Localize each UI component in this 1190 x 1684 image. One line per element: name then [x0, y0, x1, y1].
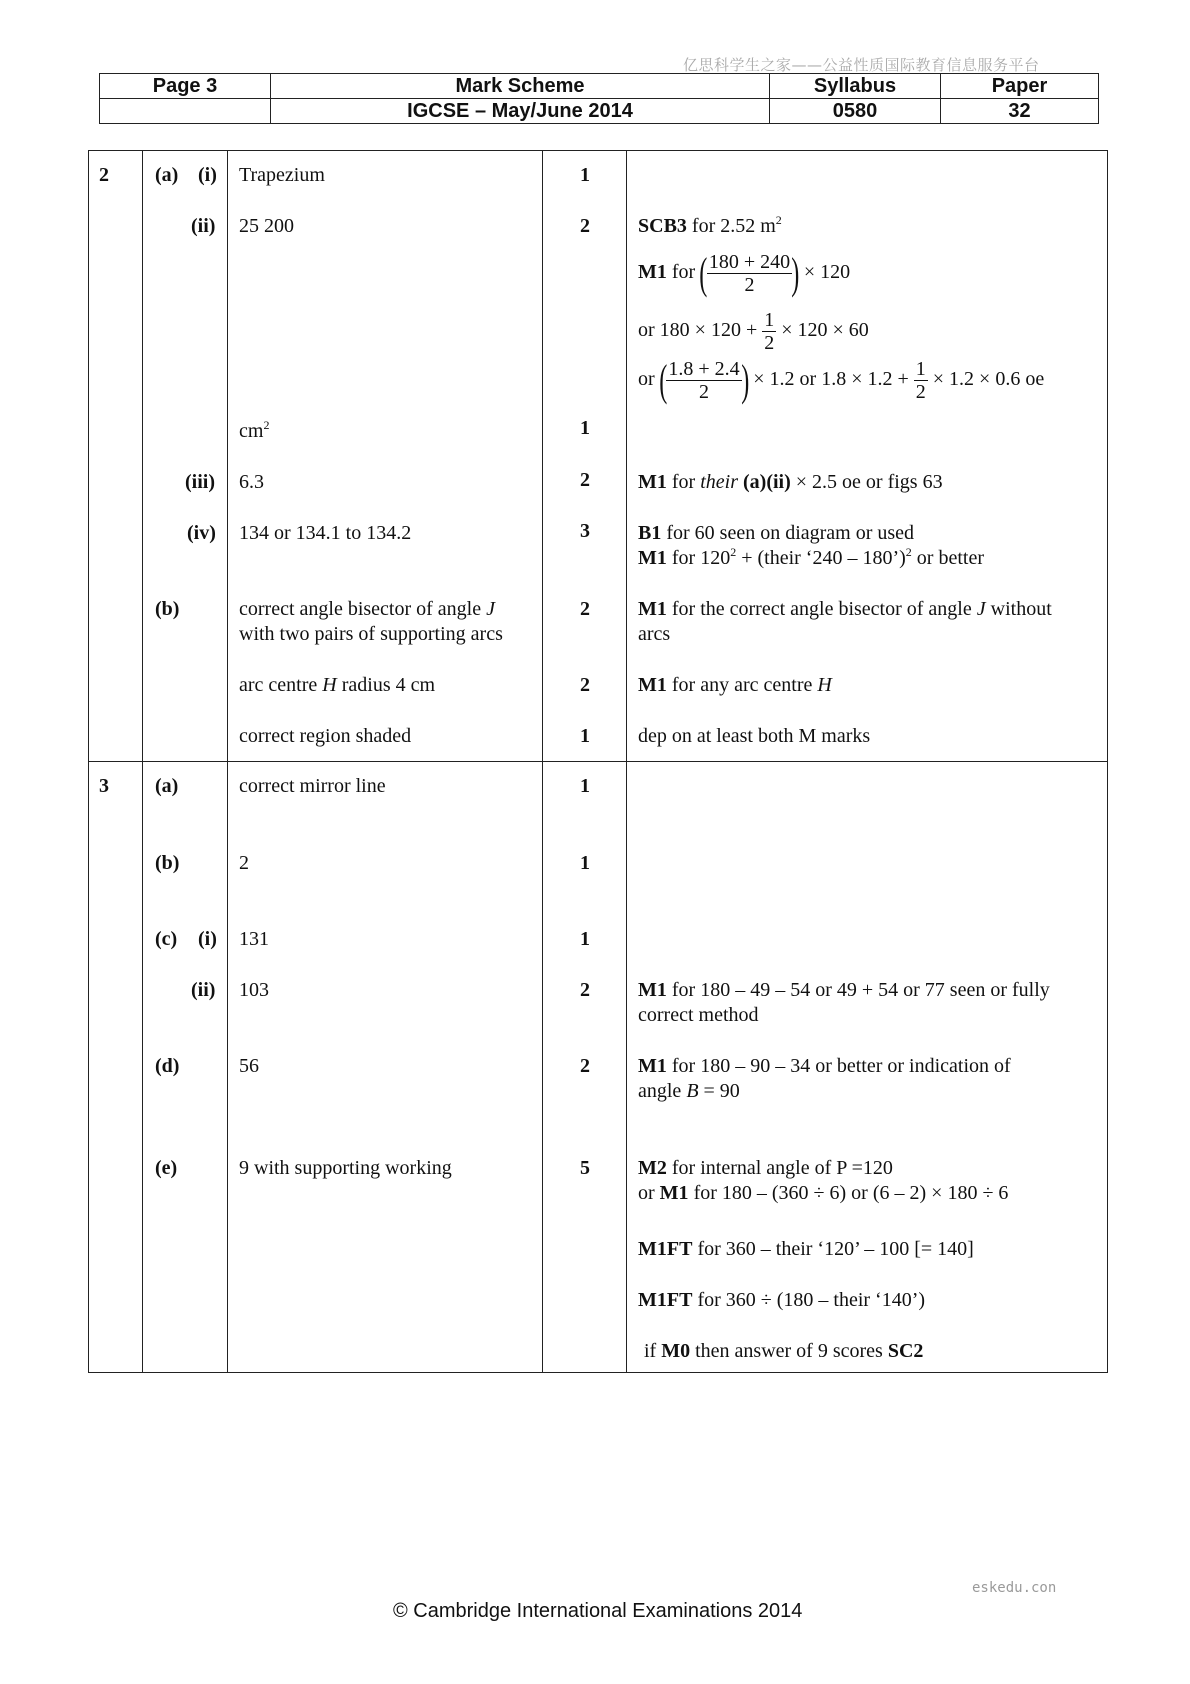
q2-aii-answer: 25 200: [239, 215, 294, 237]
q2-b1-answer: correct angle bisector of angle J: [239, 598, 495, 620]
q3-cii-label: (ii): [191, 979, 216, 1001]
q2-ai-mark: 1: [580, 164, 590, 186]
q2-aiv-answer: 134 or 134.1 to 134.2: [239, 522, 412, 544]
header-syllabus-label: Syllabus: [770, 74, 941, 99]
q2-b1-answer-line2: with two pairs of supporting arcs: [239, 623, 503, 645]
q3-a-answer: correct mirror line: [239, 775, 386, 797]
q2-ai-label: (i): [198, 164, 217, 186]
q2-aii-special-case: SCB3 for 2.52 $m^2$: [638, 213, 782, 237]
q3-d-mark: 2: [580, 1055, 590, 1077]
q2-b1-method-line2: arcs: [638, 623, 671, 645]
watermark-top: 亿思科学生之家——公益性质国际教育信息服务平台: [683, 56, 1040, 74]
q3-e-m1: or M1 for 180 – (360 ÷ 6) or (6 – 2) × 180 ÷ 6: [638, 1182, 1009, 1204]
q3-part-e-label: (e): [155, 1157, 178, 1179]
q2-unit-answer: $cm^2$: [239, 418, 270, 442]
q2-aiv-label: (iv): [187, 522, 216, 544]
q2-b2-method: M1 for any arc centre H: [638, 674, 832, 696]
q2-aii-method-2: or 180 × 120 + $\frac{1}{2}$ × 120 × 60: [638, 309, 869, 354]
q3-e-m2: M2 for internal angle of P =120: [638, 1157, 893, 1179]
q3-d-method: M1 for 180 – 90 – 34 or better or indication of: [638, 1055, 1011, 1077]
q3-cii-method-line2: correct method: [638, 1004, 759, 1026]
q3-e-answer: 9 with supporting working: [239, 1157, 452, 1179]
q2-part-b-label: (b): [155, 598, 180, 620]
q2-ai-answer: Trapezium: [239, 164, 325, 186]
q3-cii-mark: 2: [580, 979, 590, 1001]
q2-aiii-method: M1 for their (a)(ii) × 2.5 oe or figs 63: [638, 471, 943, 493]
q2-aiii-mark: 2: [580, 469, 590, 491]
q2-aiii-label: (iii): [185, 471, 215, 493]
q3-d-method-line2: angle B = 90: [638, 1080, 740, 1102]
q2-b3-answer: correct region shaded: [239, 725, 412, 747]
q2-aiv-mark: 3: [580, 520, 590, 542]
q2-b1-method: M1 for the correct angle bisector of angle J without: [638, 598, 1052, 620]
q3-ci-label: (i): [198, 928, 217, 950]
q3-e-m1ft-2: M1FT for 360 ÷ (180 – their ‘140’): [638, 1289, 926, 1311]
q3-e-special-case: if M0 then answer of 9 scores SC2: [644, 1340, 924, 1362]
q2-part-a-label: (a): [155, 164, 179, 186]
q3-b-answer: 2: [239, 852, 249, 874]
q2-aii-label: (ii): [191, 215, 216, 237]
q2-aii-method-1: M1 for ( $\frac{180 + 240}{2}$ ) × 120: [638, 248, 851, 298]
q3-number: 3: [99, 775, 109, 797]
q2-aiii-answer: 6.3: [239, 471, 264, 493]
q3-cii-method: M1 for 180 – 49 – 54 or 49 + 54 or 77 seen or fully: [638, 979, 1050, 1001]
q3-part-a-label: (a): [155, 775, 179, 797]
row-divider-q3: [88, 761, 1108, 762]
q3-part-d-label: (d): [155, 1055, 180, 1077]
q3-e-m1ft-1: M1FT for 360 – their ‘120’ – 100 [= 140]: [638, 1238, 974, 1260]
q2-unit-mark: 1: [580, 417, 590, 439]
header-page: Page 3: [100, 74, 271, 99]
header-title: Mark Scheme: [271, 74, 770, 99]
q2-aii-mark: 2: [580, 215, 590, 237]
header-empty: [100, 99, 271, 124]
q3-part-c-label: (c): [155, 928, 178, 950]
q2-b2-answer: arc centre H radius 4 cm: [239, 674, 436, 696]
q3-a-mark: 1: [580, 775, 590, 797]
header-syllabus-code: 0580: [770, 99, 941, 124]
header-subtitle: IGCSE – May/June 2014: [271, 99, 770, 124]
footer-copyright: © Cambridge International Examinations 2014: [393, 1600, 803, 1622]
q2-b1-mark: 2: [580, 598, 590, 620]
q2-b3-note: dep on at least both M marks: [638, 725, 871, 747]
header-table: [99, 73, 1099, 124]
q3-d-answer: 56: [239, 1055, 259, 1077]
q2-aiv-m1: M1 for $120^2$ + (their ‘240 – 180’)$^2$ or better: [638, 545, 984, 569]
q2-number: 2: [99, 164, 109, 186]
q3-e-mark: 5: [580, 1157, 590, 1179]
q2-b2-mark: 2: [580, 674, 590, 696]
q3-cii-answer: 103: [239, 979, 269, 1001]
watermark-bottom: eskedu.con: [972, 1580, 1057, 1596]
header-paper-label: Paper: [941, 74, 1099, 99]
q2-aii-method-3: or ( $\frac{1.8 + 2.4}{2}$ ) × 1.2 or 1.8 × 1.2 + $\frac{1}{2}$ × 1.2 × 0.6 oe: [638, 355, 1045, 405]
q2-b3-mark: 1: [580, 725, 590, 747]
q3-part-b-label: (b): [155, 852, 180, 874]
header-paper-number: 32: [941, 99, 1099, 124]
q3-ci-answer: 131: [239, 928, 269, 950]
q3-b-mark: 1: [580, 852, 590, 874]
q3-ci-mark: 1: [580, 928, 590, 950]
q2-aiv-b1: B1 for 60 seen on diagram or used: [638, 522, 915, 544]
